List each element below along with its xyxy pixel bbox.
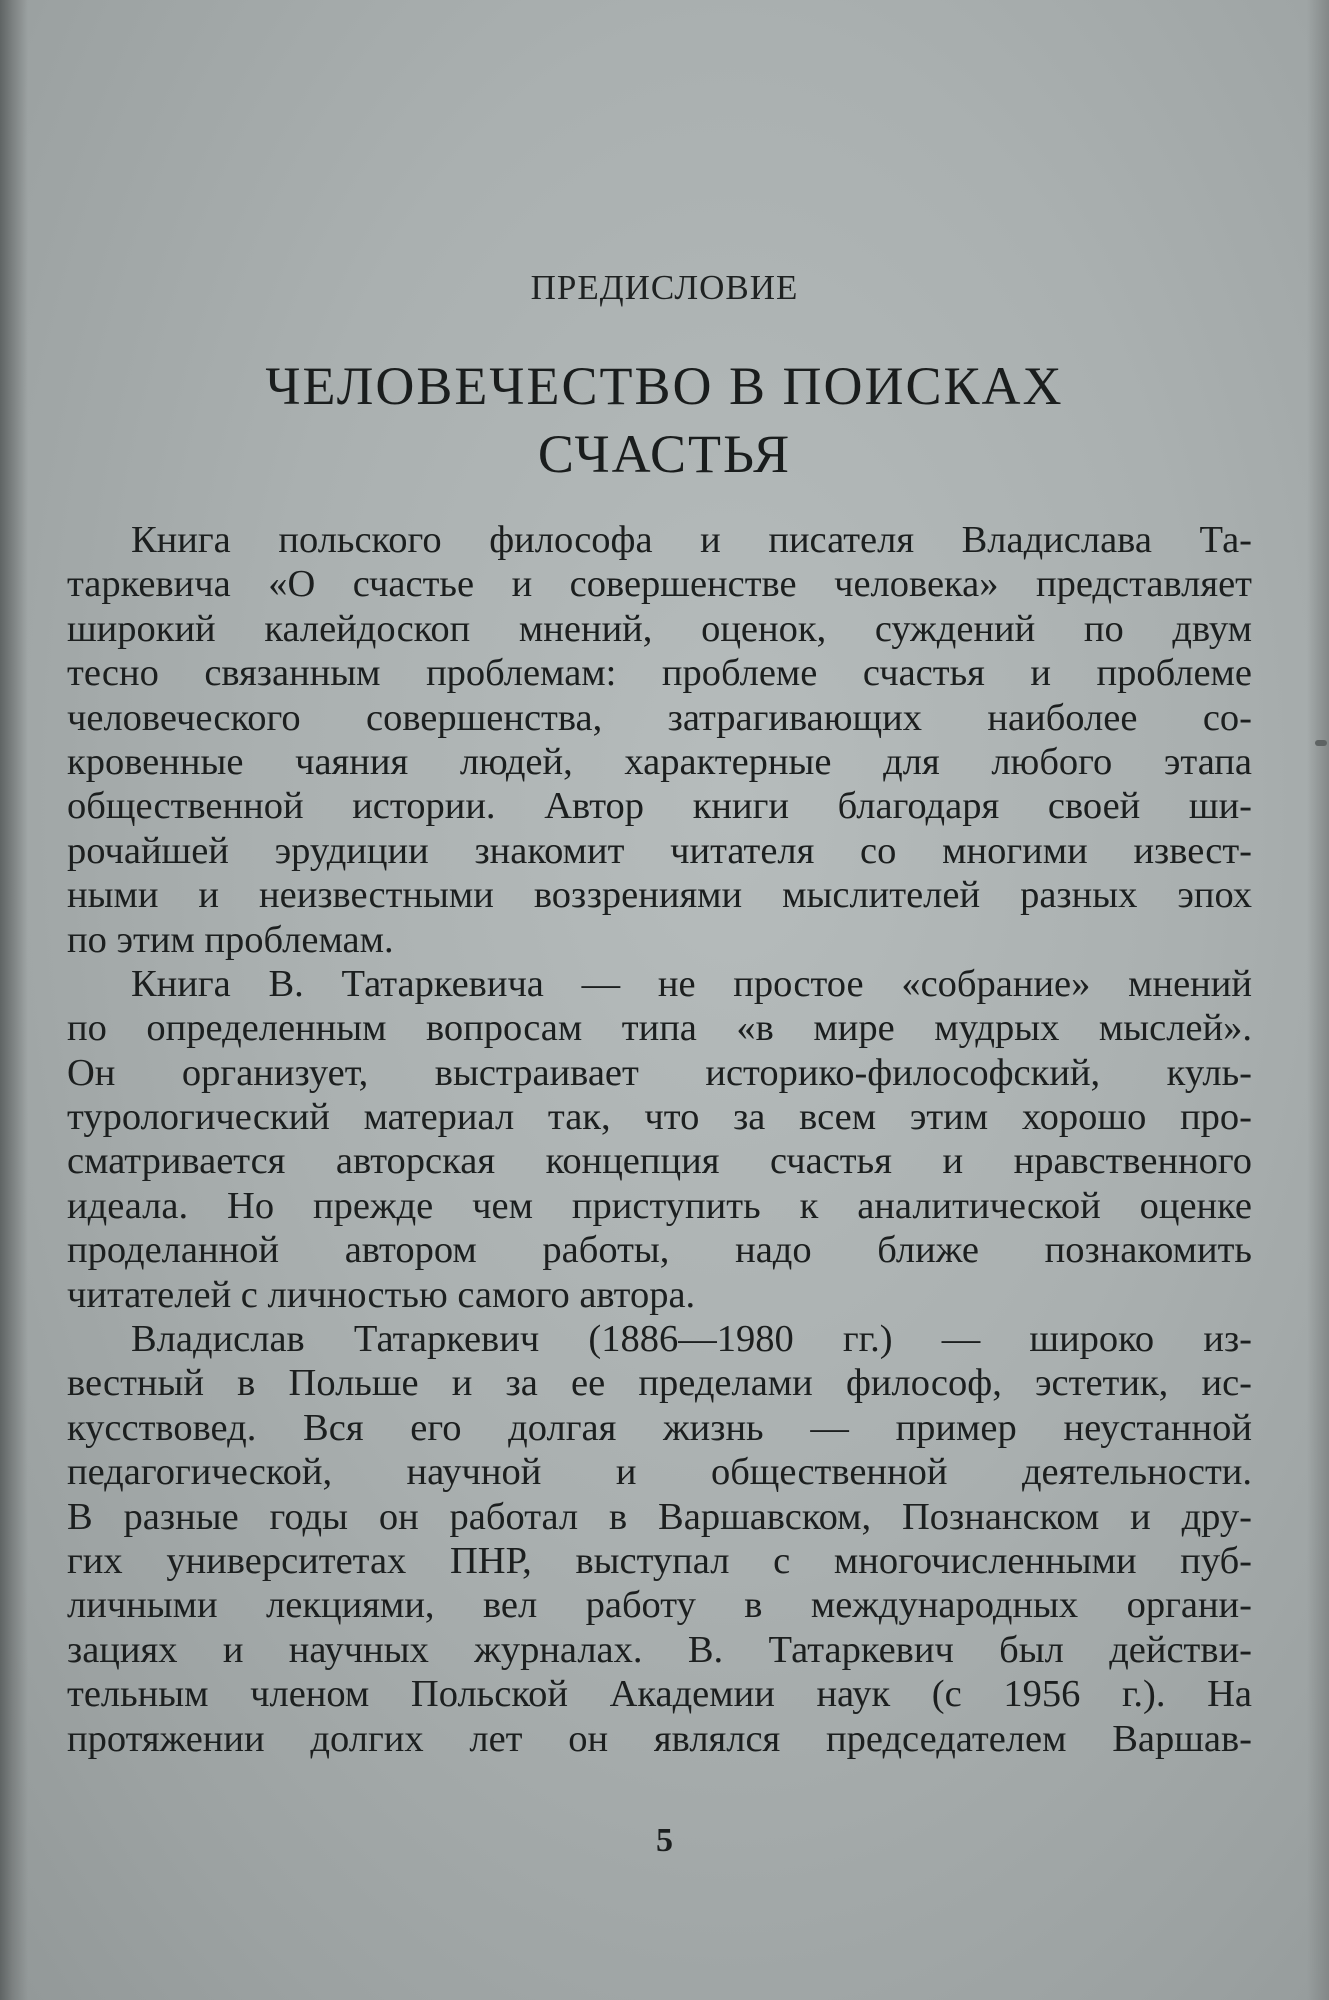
text-line: тельным членом Польской Академии наук (с 1956 г.). На (67, 1673, 1252, 1716)
chapter-title (0, 352, 1329, 488)
text-line: проделанной автором работы, надо ближе познакомить (67, 1229, 1252, 1272)
text-line: читателей с личностью самого автора. (67, 1273, 696, 1316)
text-line: сматривается авторская концепция счастья и нравственного (67, 1140, 1252, 1183)
text-line: кусствовед. Вся его долгая жизнь — пример неустанной (67, 1406, 1252, 1449)
text-line: педагогической, научной и общественной деятельности. (67, 1451, 1252, 1494)
text-line: таркевича «О счастье и совершенстве человека» представляет (67, 563, 1252, 606)
text-line: кровенные чаяния людей, характерные для любого этапа (67, 740, 1252, 783)
text-line: идеала. Но прежде чем приступить к аналитической оценке (67, 1184, 1252, 1227)
text-line: личными лекциями, вел работу в международных органи- (67, 1584, 1252, 1627)
body-text (67, 518, 1252, 1761)
text-line: вестный в Польше и за ее пределами философ, эстетик, ис- (67, 1362, 1252, 1405)
text-line: В разные годы он работал в Варшавском, Познанском и дру- (67, 1495, 1252, 1538)
text-line: гих университетах ПНР, выступал с многочисленными пуб- (67, 1539, 1252, 1582)
text-line: Он организует, выстраивает историко-философский, куль- (67, 1051, 1252, 1094)
text-line: Книга В. Татаркевича — не простое «собрание» мнений (131, 962, 1252, 1005)
chapter-title-line-1: ЧЕЛОВЕЧЕСТВО В ПОИСКАХ (265, 356, 1064, 416)
text-line: по этим проблемам. (67, 918, 394, 961)
text-line: ными и неизвестными воззрениями мыслителей разных эпох (67, 874, 1252, 917)
text-line: Книга польского философа и писателя Владислава Та- (131, 519, 1252, 561)
text-line: турологический материал так, что за всем этим хорошо про- (67, 1096, 1252, 1139)
page-edge-mark (1315, 740, 1327, 746)
page-number: 5 (656, 1822, 673, 1859)
text-line: зациях и научных журналах. В. Татаркевич был действи- (67, 1628, 1252, 1671)
text-line: человеческого совершенства, затрагивающих наиболее со- (67, 696, 1252, 739)
text-line: широкий калейдоскоп мнений, оценок, суждений по двум (67, 607, 1252, 650)
text-line: по определенным вопросам типа «в мире мудрых мыслей». (67, 1007, 1252, 1050)
text-line: тесно связанным проблемам: проблеме счастья и проблеме (67, 652, 1252, 695)
chapter-title-line-2: СЧАСТЬЯ (537, 424, 792, 484)
text-line: общественной истории. Автор книги благодаря своей ши- (67, 785, 1252, 828)
section-label: ПРЕДИСЛОВИЕ (530, 268, 799, 307)
text-line: протяжении долгих лет он являлся председателем Варшав- (67, 1717, 1252, 1760)
text-line: рочайшей эрудиции знакомит читателя со многими извест- (67, 829, 1252, 872)
text-line: Владислав Татаркевич (1886—1980 гг.) — широко из- (131, 1318, 1252, 1361)
